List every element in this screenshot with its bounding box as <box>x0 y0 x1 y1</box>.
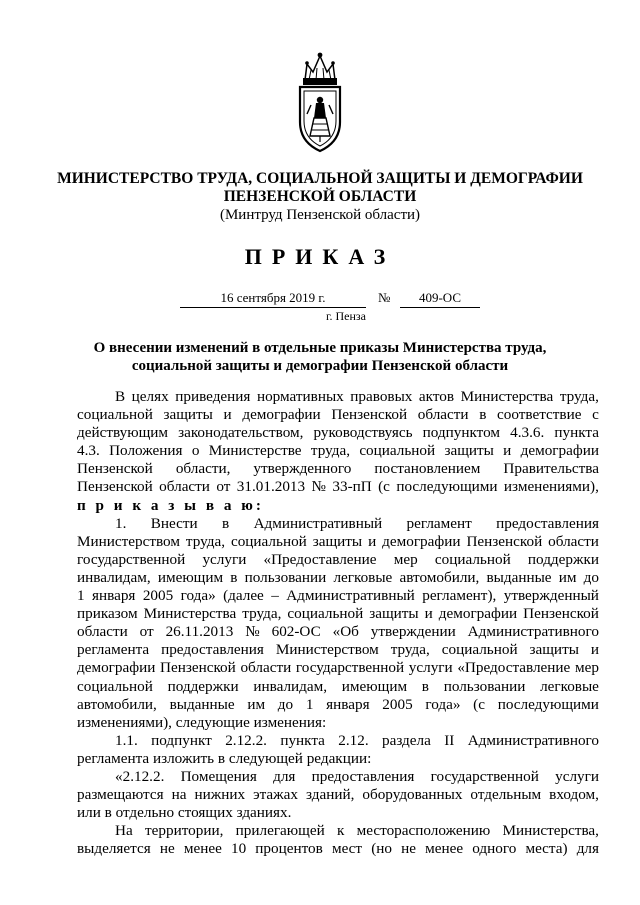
body-line: В целях приведения нормативных правовых актов Министерства труда, <box>115 388 599 405</box>
body-line: регламента предоставления Министерством труда, социальной защиты и <box>77 641 599 659</box>
body-line: Министерством труда, социальной защиты и демографии Пензенской области <box>77 532 599 550</box>
body-line: размещаются на нижних этажах зданий, оборудованных отдельным входом, <box>77 786 599 804</box>
order-subject-line2: социальной защиты и демографии Пензенской области <box>131 358 509 374</box>
body-line: выделяется не менее 10 процентов мест (но не менее одного места) для <box>77 840 599 858</box>
body-line: 1.1. подпункт 2.12.2. пункта 2.12. раздела II Административного <box>115 731 599 749</box>
body-line: регламента изложить в следующей редакции: <box>77 749 372 767</box>
number-sign: № <box>378 290 391 305</box>
document-type-title: ПРИКАЗ <box>244 244 396 269</box>
order-body <box>77 388 599 858</box>
body-line: инвалидам, имеющим в пользовании легковые автомобили, выданные им до <box>77 568 599 586</box>
ministry-name-line1: МИНИСТЕРСТВО ТРУДА, СОЦИАЛЬНОЙ ЗАЩИТЫ И ДЕМОГРАФИИ <box>57 170 583 187</box>
body-line: действующим законодательством, руководствуясь подпунктом 4.3.6. пункта <box>77 424 599 442</box>
body-line: 4.3. Положения о Министерстве труда, социальной защиты и демографии <box>77 442 599 460</box>
body-line: социальной поддержки инвалидам, имеющим в пользовании легковые <box>77 677 599 695</box>
body-line: приказом Министерства труда, социальной защиты и демографии Пензенской <box>77 605 599 623</box>
body-line: изменениями), следующие изменения: <box>77 713 327 731</box>
order-directive: п р и к а з ы в а ю: <box>77 496 264 514</box>
ministry-name-line2: ПЕНЗЕНСКОЙ ОБЛАСТИ <box>223 188 417 205</box>
coat-of-arms-emblem <box>297 50 343 154</box>
body-line: государственной услуги «Предоставление мер социальной поддержки <box>77 550 599 568</box>
body-line: автомобили, выданные им до 1 января 2005 года» (с последующими <box>77 695 599 713</box>
body-line: области от 26.11.2013 № 602-ОС «Об утверждении Административного <box>77 623 599 641</box>
body-line: «2.12.2. Помещения для предоставления государственной услуги <box>115 767 599 785</box>
body-line: или в отдельно стоящих зданиях. <box>77 804 292 822</box>
body-line: Пензенской области от 31.01.2013 № 33-пП (с последующими изменениями), <box>77 478 599 496</box>
body-line: социальной защиты и демографии Пензенской области в соответствие с <box>77 406 599 424</box>
body-line: демографии Пензенской области государственной услуги «Предоставление мер <box>77 659 599 677</box>
body-line: 1 января 2005 года» (далее – Административный регламент), утвержденный <box>77 587 599 605</box>
body-line: На территории, прилегающей к месторасположению Министерства, <box>115 822 599 840</box>
body-line: Пензенской области, утвержденного постановлением Правительства <box>77 460 599 478</box>
issue-city: г. Пенза <box>325 309 366 323</box>
order-date: 16 сентября 2019 г. <box>180 289 366 308</box>
order-number: 409-ОС <box>400 289 480 308</box>
ministry-short-name: (Минтруд Пензенской области) <box>219 207 421 223</box>
coat-of-arms-icon <box>297 50 343 154</box>
body-line: 1. Внести в Административный регламент предоставления <box>115 514 599 532</box>
order-subject-line1: О внесении изменений в отдельные приказы Министерства труда, <box>93 340 547 356</box>
